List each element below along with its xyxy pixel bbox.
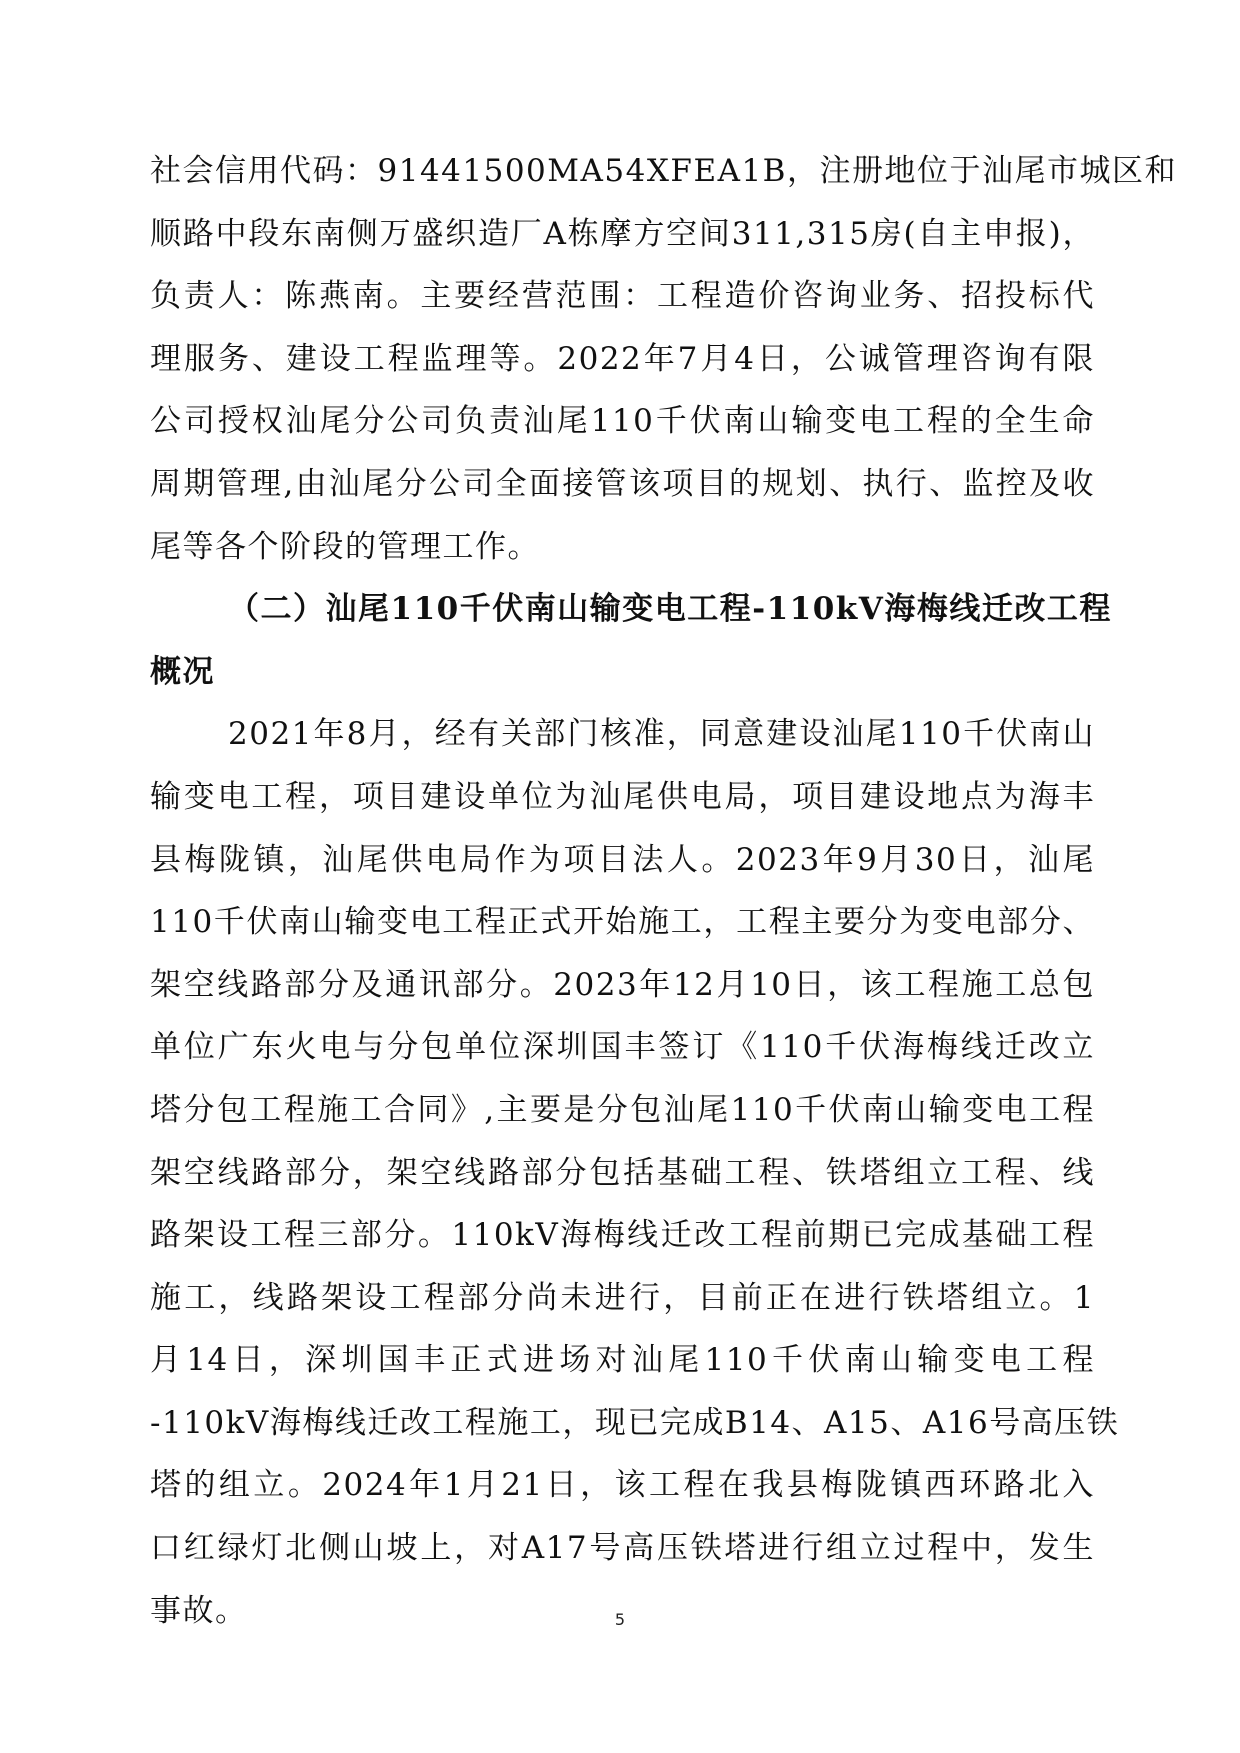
text-line: 尾等各个阶段的管理工作。	[150, 528, 540, 565]
text-line: 月14日，深圳国丰正式进场对汕尾110千伏南山输变电工程	[150, 1342, 1095, 1379]
text-line: 公司授权汕尾分公司负责汕尾110千伏南山输变电工程的全生命	[150, 403, 1095, 440]
text-line: -110kV海梅线迁改工程施工，现已完成B14、A15、A16号高压铁	[150, 1404, 1120, 1441]
page-number: 5	[614, 1610, 626, 1629]
heading-line: 概况	[150, 653, 215, 690]
text-line: 塔分包工程施工合同》,主要是分包汕尾110千伏南山输变电工程	[150, 1091, 1095, 1128]
document-body	[150, 140, 1177, 1642]
paragraph-company-info	[150, 140, 1177, 578]
text-line: 2021年8月，经有关部门核准，同意建设汕尾110千伏南山	[228, 716, 1095, 753]
text-line: 社会信用代码：91441500MA54XFEA1B，注册地位于汕尾市城区和	[150, 153, 1177, 189]
text-line: 输变电工程，项目建设单位为汕尾供电局，项目建设地点为海丰	[150, 778, 1095, 815]
text-line: 负责人：陈燕南。主要经营范围：工程造价咨询业务、招投标代	[150, 278, 1095, 315]
text-line: 架空线路部分及通讯部分。2023年12月10日，该工程施工总包	[150, 966, 1095, 1003]
heading-line: （二）汕尾110千伏南山输变电工程-110kV海梅线迁改工程	[228, 591, 1112, 628]
section-heading	[150, 578, 1112, 703]
text-line: 110千伏南山输变电工程正式开始施工，工程主要分为变电部分、	[150, 904, 1095, 941]
text-line: 县梅陇镇，汕尾供电局作为项目法人。2023年9月30日，汕尾	[150, 841, 1095, 878]
text-line: 周期管理,由汕尾分公司全面接管该项目的规划、执行、监控及收	[150, 465, 1095, 502]
text-line: 塔的组立。2024年1月21日，该工程在我县梅陇镇西环路北入	[150, 1467, 1095, 1504]
text-line: 顺路中段东南侧万盛织造厂A栋摩方空间311,315房(自主申报)，	[150, 215, 1095, 252]
text-line: 理服务、建设工程监理等。2022年7月4日，公诚管理咨询有限	[150, 340, 1095, 377]
paragraph-project-overview	[150, 703, 1120, 1642]
text-line: 施工，线路架设工程部分尚未进行，目前正在进行铁塔组立。1	[150, 1279, 1095, 1316]
text-line: 口红绿灯北侧山坡上，对A17号高压铁塔进行组立过程中，发生	[150, 1530, 1095, 1567]
text-line: 事故。	[150, 1592, 248, 1629]
text-line: 单位广东火电与分包单位深圳国丰签订《110千伏海梅线迁改立	[150, 1029, 1095, 1066]
text-line: 架空线路部分，架空线路部分包括基础工程、铁塔组立工程、线	[150, 1154, 1095, 1191]
text-line: 路架设工程三部分。110kV海梅线迁改工程前期已完成基础工程	[150, 1217, 1095, 1254]
